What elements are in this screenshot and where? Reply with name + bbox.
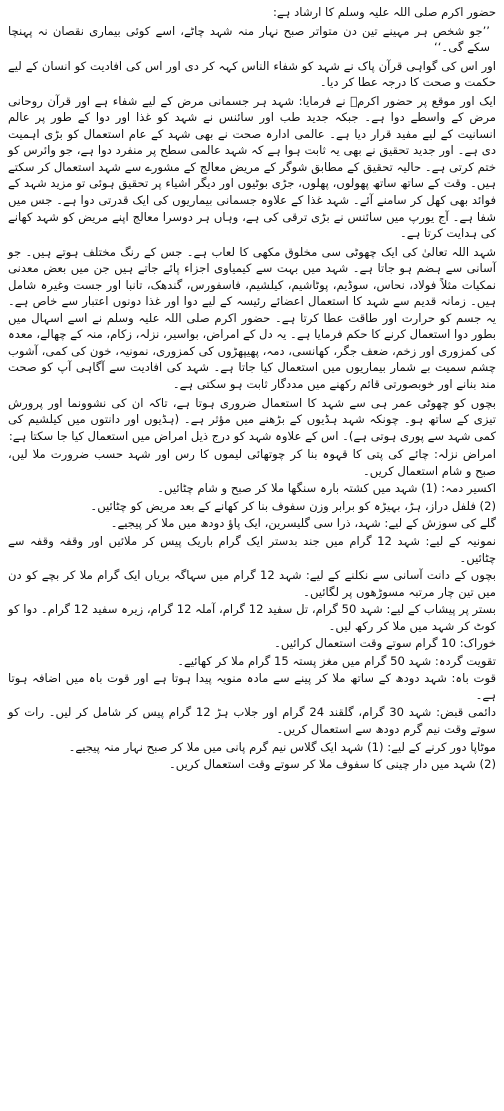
paragraph-honey-composition: شہد اللہ تعالیٰ کی ایک چھوٹی سی مخلوق مکھی کا لعاب ہے۔ جس کے رنگ مختلف ہوتے ہیں۔ جو آسانی سے ہضم ہو جاتا ہے۔ شہد میں بہت سے کیمیاوی اجزاء پائے جاتے ہیں جن میں بعض معدنی نمکیات مثلاً فولاد، نحاس، سوڈیم، پوٹاشیم، کیلشیم، فاسفورس، گندھک، تانبا اور جست وغیرہ شامل ہیں۔ زمانہ قدیم سے شہد کا استعمال اعضائے رئیسہ کے لیے دوا اور غذا دونوں اعتبار سے خاص ہے۔ یہ جسم کو حرارت اور طاقت عطا کرتا ہے۔ حضور اکرم صلی اللہ علیہ وسلم نے اسے اسہال میں بطور دوا استعمال کرنے کا حکم فرمایا ہے۔ یہ دل کے امراض، بواسیر، نزلہ، زکام، منہ کے چھالے، معدہ کی کمزوری اور زخم، ضعف جگر، کھانسی، دمہ، پھیپھڑوں کی کمزوری، نمونیہ، خون کی کمی، آشوب چشم سمیت بے شمار بیماریوں میں استعمال کیا جاتا ہے۔ شہد کی افادیت سے آگاہی آپ کو صحت مند بنانے اور خوبصورتی قائم رکھنے میں مددگار ثابت ہو سکتی ہے۔	[8, 244, 496, 392]
remedy-item-asthma-2: (2) فلفل دراز، ہڑ، بہیڑہ کو برابر وزن سفوف بنا کر کھانے کے بعد مریض کو چٹائیں۔	[90, 498, 496, 513]
remedy-item-vitality: قوت باہ: شہد دودھ کے ساتھ ملا کر پینے سے مادہ منویہ پیدا ہوتا ہے اور قوت باہ میں اضافہ ہوتا ہے۔	[8, 671, 496, 702]
remedy-item-asthma-1: اکسیر دمہ: (1) شہد میں کشتہ بارہ سنگھا ملا کر صبح و شام چٹائیں۔	[157, 481, 496, 496]
remedy-item-sore-throat: گلے کی سوزش کے لیے: شہد، ذرا سی گلیسرین، ایک پاؤ دودھ میں ملا کر پیجیے۔	[110, 516, 496, 531]
remedy-item-bedwetting: بستر پر پیشاب کے لیے: شہد 50 گرام، تل سفید 12 گرام، آملہ 12 گرام، زیرہ سفید 12 گرام۔ دوا کو کوٹ کر شہد میں ملا کر رکھ لیں۔	[8, 602, 496, 633]
remedy-item-obesity-1: موٹاپا دور کرنے کے لیے: (1) شہد ایک گلاس نیم گرم پانی میں ملا کر صبح نہار منہ پیجیے۔	[68, 739, 496, 754]
remedy-item-dosage: خوراک: 10 گرام سوتے وقت استعمال کرائیں۔	[274, 636, 496, 651]
paragraph-quran-testimony: اور اس کی گواہی قرآن پاک نے شہد کو شفاء الناس کہہ کر دی اور اس کی افادیت کو انسان کے لیے حکمت و صحت کا درجہ عطا کر دیا۔	[8, 58, 496, 90]
hadith-quote: ’’جو شخص ہر مہینے تین دن متواتر صبح نہار منہ شہد چاٹے، اسے کوئی بیماری نقصان نہ پہنچا سکے گی۔‘‘	[8, 23, 490, 55]
paragraph-children-usage: بچوں کو چھوٹی عمر ہی سے شہد کا استعمال ضروری ہوتا ہے، تاکہ ان کی نشوونما اور پرورش تیزی کے ساتھ ہو۔ چونکہ شہد ہڈیوں کے بڑھنے میں مؤثر ہے۔ (ہڈیوں اور دانتوں میں کیلشیم کی کمی شہد سے پوری ہوتی ہے)۔ اس کے علاوہ شہد کو درج ذیل امراض میں استعمال کیا جا سکتا ہے:	[8, 395, 496, 443]
remedy-item-constipation: دائمی قبض: شہد 30 گرام، گلقند 24 گرام اور جلاب ہڑ 12 گرام پیس کر شامل کر لیں۔ رات کو سوتے وقت نیم گرم دودھ سے استعمال کریں۔	[8, 705, 496, 736]
remedy-item-kidney: تقویت گردہ: شہد 50 گرام میں مغز پستہ 15 گرام ملا کر کھائیے۔	[177, 653, 496, 668]
remedy-item-pneumonia: نمونیہ کے لیے: شہد 12 گرام میں جند بدستر ایک گرام باریک پیس کر ملائیں اور وقفہ وقفہ سے چٹائیں۔	[8, 533, 496, 565]
hadith-intro: حضور اکرم صلی اللہ علیہ وسلم کا ارشاد ہے:	[272, 5, 496, 19]
remedy-item-teething: بچوں کے دانت آسانی سے نکلنے کے لیے: شہد 12 گرام میں سہاگہ بریاں ایک گرام ملا کر بچے کو دن میں تین چار مرتبہ مسوڑھوں پر لگائیں۔	[8, 568, 496, 599]
remedy-item-obesity-2: (2) شہد میں دار چینی کا سفوف ملا کر سوتے وقت استعمال کریں۔	[169, 757, 496, 772]
remedy-item-cold: امراض نزلہ: چائے کی پتی کا قہوہ بنا کر چوتھائی لیموں کا رس اور شہد حسب ضرورت ملا لیں، صبح و شام استعمال کریں۔	[8, 447, 496, 478]
paragraph-modern-research: ایک اور موقع پر حضور اکرمؐ نے فرمایا: شہد ہر جسمانی مرض کے لیے شفاء ہے اور قرآن روحانی مرض کے واسطے دوا ہے۔ جبکہ جدید طب اور سائنس نے شہد کو غذا اور دوا کے طور پر عالم انسانیت کے لیے مفید قرار دیا ہے۔ عالمی ادارہ صحت نے بھی شہد کے عام استعمال کو بڑی اہمیت دی ہے۔ اور جدید تحقیق نے بھی یہ ثابت ہوا ہے کہ شہد عالمی سطح پر منفرد دوا ہے، جو وائرس کو ختم کرتی ہے۔ حالیہ تحقیق کے مطابق شوگر کے مریض معالج کے مشورے سے شہد استعمال کر سکتے ہیں۔ وقت کے ساتھ ساتھ پھولوں، پھلوں، جڑی بوٹیوں اور دیگر اشیاء پر تحقیق ہوئی تو مزید شہد کے فوائد بھی کھل کر سامنے آئے۔ شہد غذا کے علاوہ جسمانی بیماریوں کی ایک قدرتی دوا ہے۔ جس میں شفا ہے۔ آج یورپ میں سائنس نے بڑی ترقی کی ہے، وہاں ہر دوسرا معالج اپنے مریض کو شہد کھانے کی ہدایت کرتا ہے۔	[8, 93, 496, 241]
